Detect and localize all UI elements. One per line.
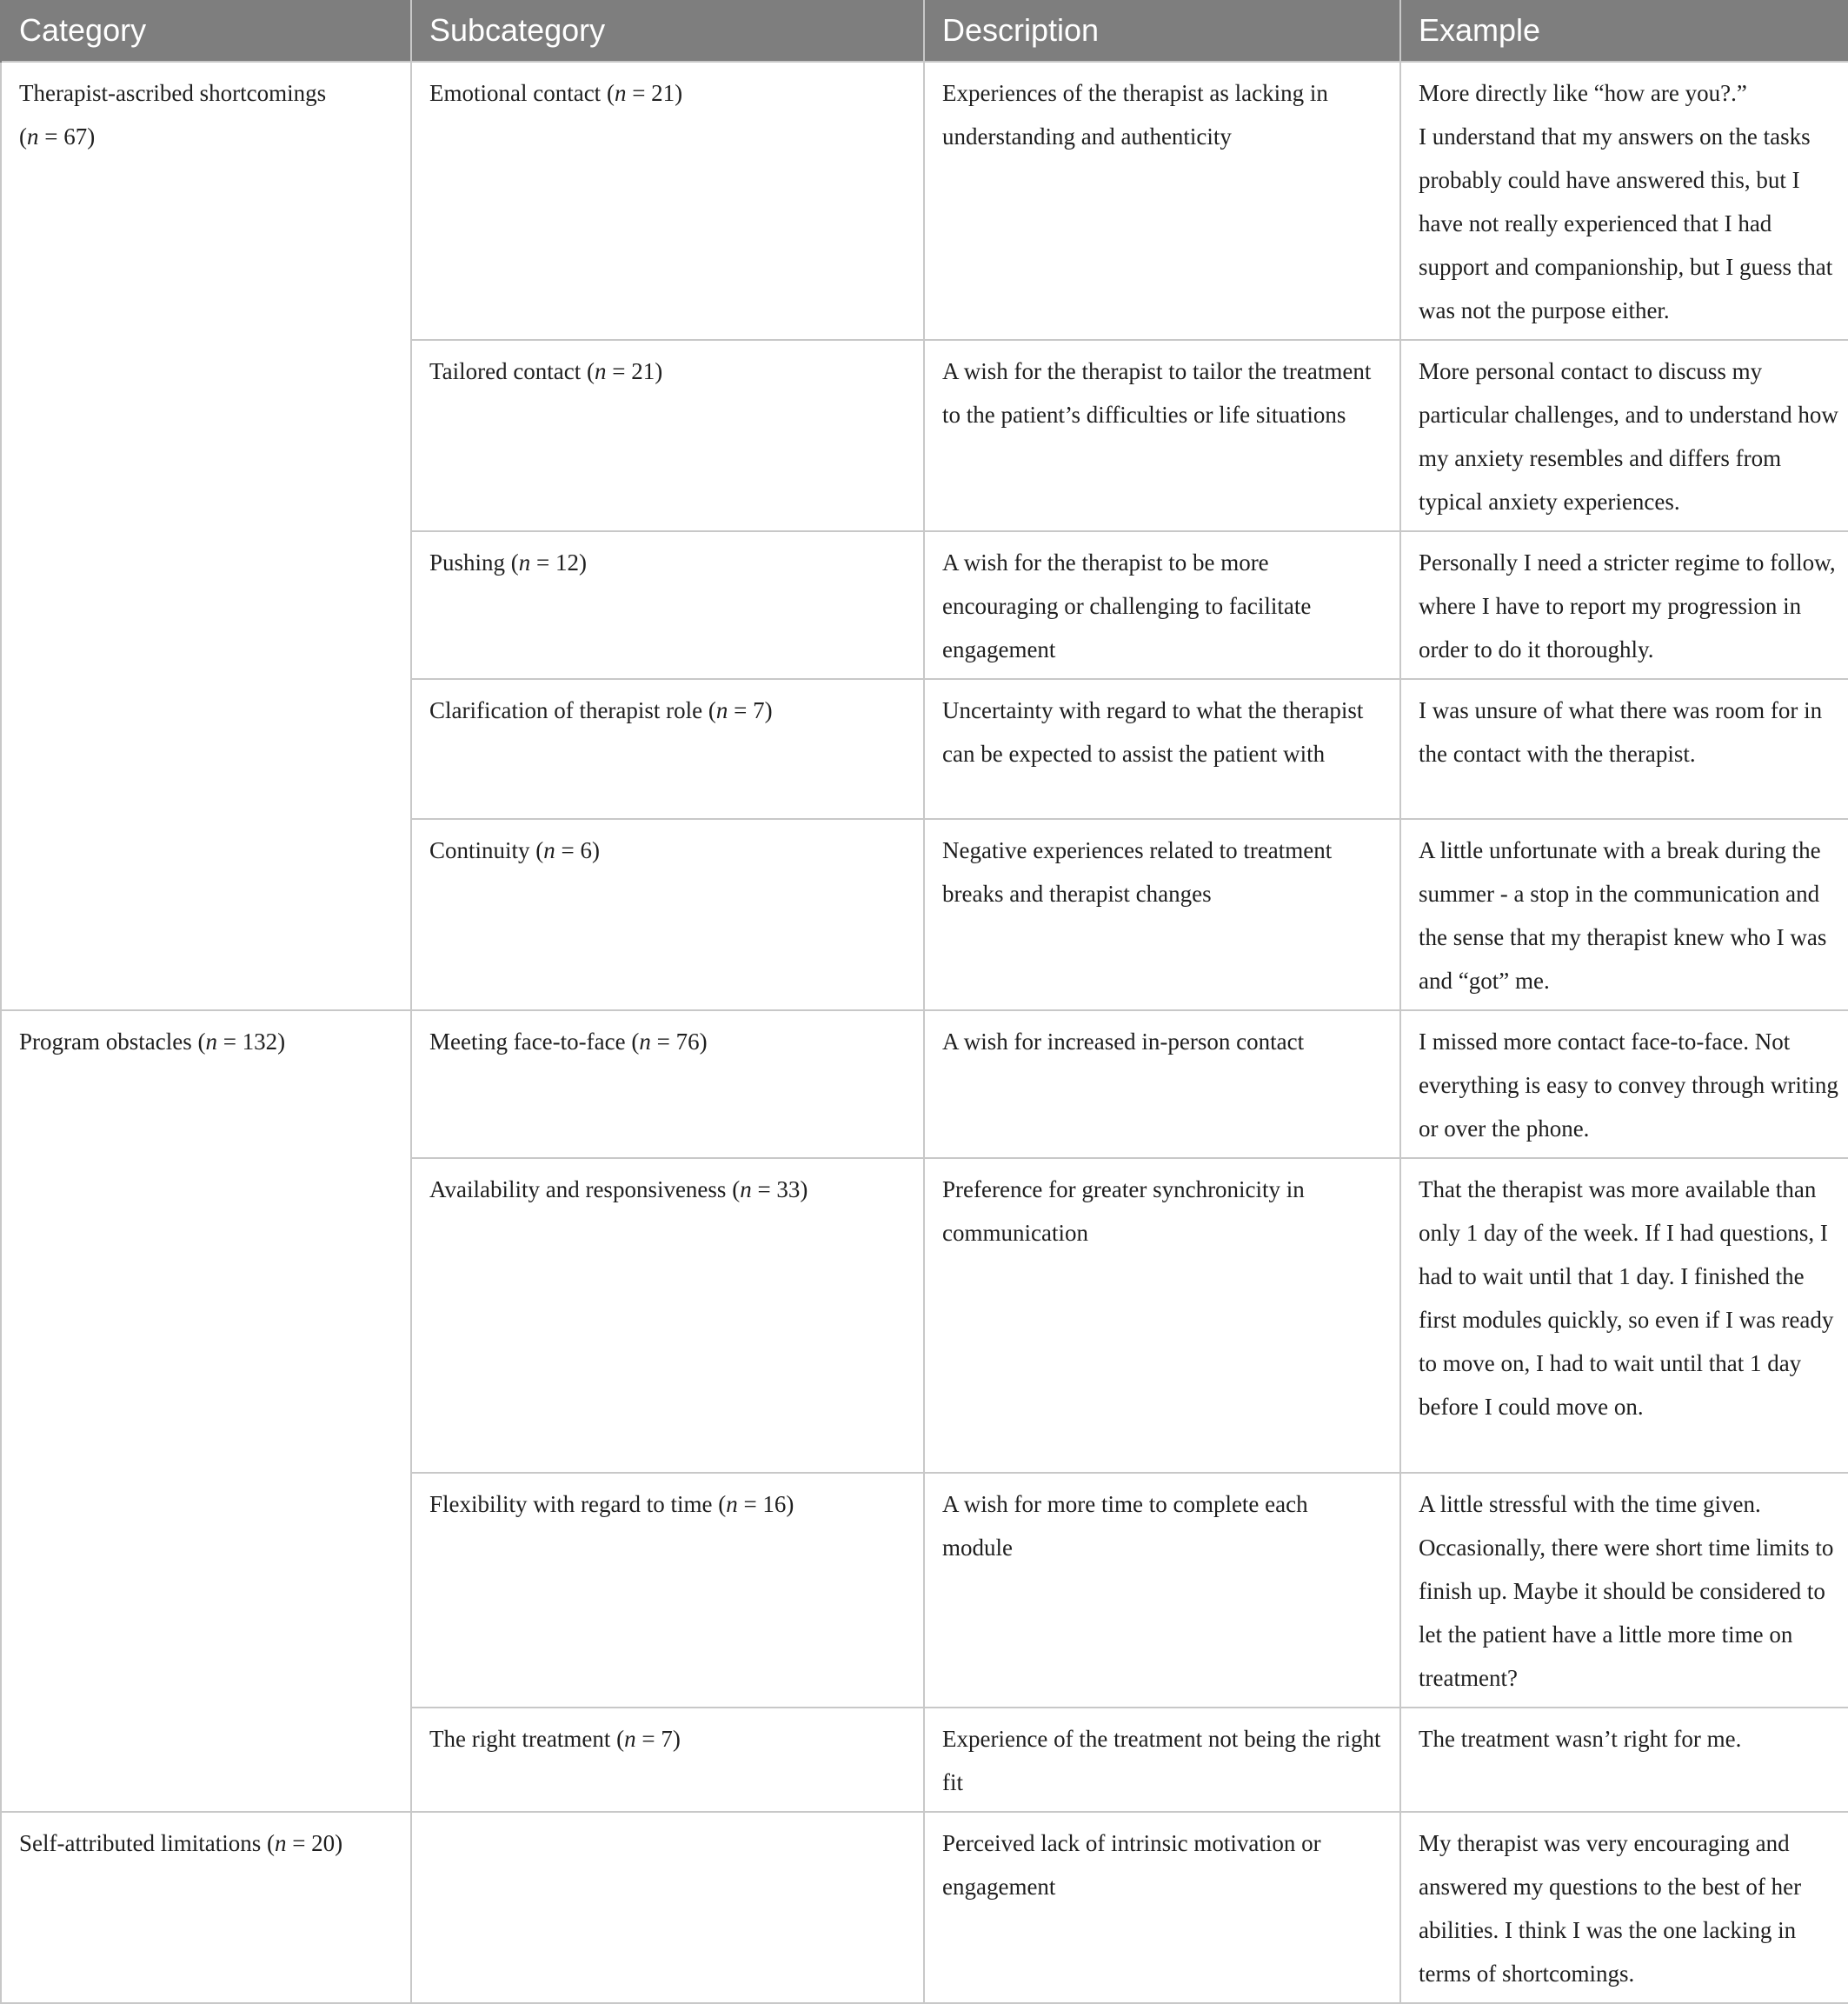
example-cell: I missed more contact face-to-face. Not everything is easy to convey through writing or over the phone. (1400, 1010, 1848, 1158)
category-cell: Self-attributed limitations (n = 20) (1, 1812, 411, 2003)
example-cell: The treatment wasn’t right for me. (1400, 1708, 1848, 1812)
category-label: Therapist-ascribed shortcomings (19, 80, 327, 106)
description-cell: Perceived lack of intrinsic motivation or engagement (924, 1812, 1400, 2003)
header-description: Description (924, 0, 1400, 62)
description-cell: Uncertainty with regard to what the therapist can be expected to assist the patient with (924, 679, 1400, 819)
subcategory-cell: Availability and responsiveness (n = 33) (411, 1158, 924, 1473)
example-cell: My therapist was very encouraging and answered my questions to the best of her abilities. I think I was the one lacking in terms of shortcomings. (1400, 1812, 1848, 2003)
table-row (1, 1812, 1848, 2003)
example-cell: That the therapist was more available than only 1 day of the week. If I had questions, I had to wait until that 1 day. I finished the first modules quickly, so even if I was ready to move on, I had to wait until that 1 day before I could move on. (1400, 1158, 1848, 1473)
category-cell (1, 62, 411, 1010)
category-count: (n = 67) (19, 123, 96, 150)
description-cell: Negative experiences related to treatment breaks and therapist changes (924, 819, 1400, 1010)
description-cell: A wish for the therapist to be more encouraging or challenging to facilitate engagement (924, 531, 1400, 679)
table-row (1, 1010, 1848, 1158)
description-cell: A wish for the therapist to tailor the treatment to the patient’s difficulties or life situations (924, 340, 1400, 531)
header-category: Category (1, 0, 411, 62)
subcategory-cell: Clarification of therapist role (n = 7) (411, 679, 924, 819)
description-cell: A wish for increased in-person contact (924, 1010, 1400, 1158)
subcategory-cell: Tailored contact (n = 21) (411, 340, 924, 531)
category-cell: Program obstacles (n = 132) (1, 1010, 411, 1812)
table-row (1, 62, 1848, 340)
subcategory-cell: Continuity (n = 6) (411, 819, 924, 1010)
header-subcategory: Subcategory (411, 0, 924, 62)
subcategory-cell: Emotional contact (n = 21) (411, 62, 924, 340)
header-row (1, 0, 1848, 62)
description-cell: Preference for greater synchronicity in communication (924, 1158, 1400, 1473)
example-cell: More personal contact to discuss my particular challenges, and to understand how my anxiety resembles and differs from typical anxiety experiences. (1400, 340, 1848, 531)
subcategory-cell: Meeting face-to-face (n = 76) (411, 1010, 924, 1158)
header-example: Example (1400, 0, 1848, 62)
example-cell: I was unsure of what there was room for in the contact with the therapist. (1400, 679, 1848, 819)
example-cell: More directly like “how are you?.” I understand that my answers on the tasks probably could have answered this, but I have not really experienced that I had support and companionship, but I guess that was not the purpose either. (1400, 62, 1848, 340)
example-cell: A little unfortunate with a break during the summer - a stop in the communication and the sense that my therapist knew who I was and “got” me. (1400, 819, 1848, 1010)
subcategory-cell (411, 1812, 924, 2003)
example-cell: A little stressful with the time given. Occasionally, there were short time limits to finish up. Maybe it should be considered to let the patient have a little more time on treatment? (1400, 1473, 1848, 1708)
description-cell: A wish for more time to complete each module (924, 1473, 1400, 1708)
example-cell: Personally I need a stricter regime to follow, where I have to report my progression in order to do it thoroughly. (1400, 531, 1848, 679)
subcategory-cell: Flexibility with regard to time (n = 16) (411, 1473, 924, 1708)
subcategory-cell: The right treatment (n = 7) (411, 1708, 924, 1812)
subcategory-cell: Pushing (n = 12) (411, 531, 924, 679)
description-cell: Experience of the treatment not being the right fit (924, 1708, 1400, 1812)
description-cell: Experiences of the therapist as lacking in understanding and authenticity (924, 62, 1400, 340)
